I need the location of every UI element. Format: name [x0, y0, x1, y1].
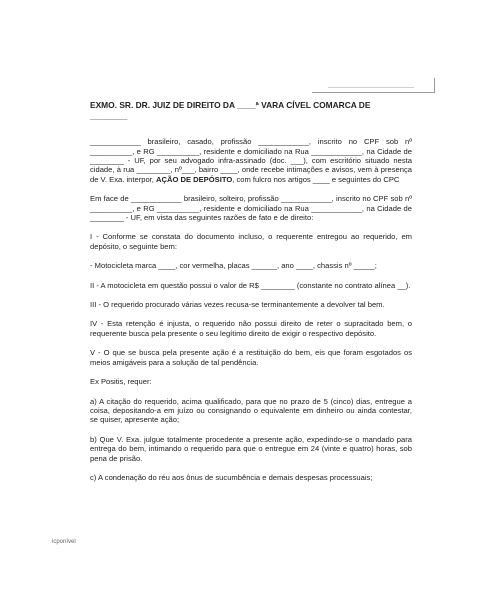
qualification-text: ____________ brasileiro, casado, profissão ____________, inscrito no CPF sob nº __________, e RG __________, residente e domiciliado na Rua ____________, na Cidade de ________ - UF, por seu advogado infra-assinado (doc. ___), com escritório situado nesta cidade, à rua ________, nº___, bairro ____, onde recebe intimações e avisos, vem à presença de V. Exa. interpor,	[90, 137, 412, 184]
paragraph-request-c: c) A condenação do réu aos ônus de sucumbência e demais despesas processuais;	[90, 472, 373, 482]
heading-line-1: EXMO. SR. DR. JUIZ DE DIREITO DA ____ª VARA CÍVEL COMARCA DE	[90, 100, 371, 110]
petition-document	[90, 100, 412, 492]
paragraph-item-i: I - Conforme se constata do documento incluso, o requerente entregou ao requerido, em depósito, o seguinte bem:	[90, 232, 412, 251]
paragraph-defendant: Em face de ____________ brasileiro, solteiro, profissão ____________, inscrito no CPF sob nº __________, e RG __________, residente e domiciliado na Rua ____________, na Cidade de ________ - UF, em vista das seguintes razões de fato e de direito:	[90, 194, 412, 223]
petition-heading	[90, 100, 412, 121]
paragraph-item-v: V - O que se busca pela presente ação é a restituição do bem, eis que foram esgotados os meios amigáveis para a solução de tal pendência.	[90, 348, 412, 367]
paragraph-item-iv: IV - Esta retenção é injusta, o requerido não possui direito de reter o supracitado bem, o requerente busca pela presente o seu legítimo direito de exigir o respectivo depósito.	[90, 319, 412, 338]
paragraph-item-ii: II - A motocicleta em questão possui o valor de R$ ________ (constante no contrato alínea __).	[90, 280, 411, 290]
paragraph-request-b: b) Que V. Exa. julgue totalmente procedente a presente ação, expedindo-se o mandado para entrega do bem, intimando o requerido para que o entregue em 24 (vinte e quatro) horas, sob pena de prisão.	[90, 434, 412, 463]
footer-text: icponível	[52, 539, 76, 545]
action-title: AÇÃO DE DEPÓSITO	[156, 174, 233, 184]
paragraph-qualification	[90, 137, 412, 184]
heading-line-2: ________	[90, 110, 128, 121]
paragraph-requests-intro: Ex Positis, requer:	[90, 377, 152, 387]
qualification-tail: , com fulcro nos artigos ____ e seguintes do CPC	[232, 174, 400, 184]
stamp-box	[312, 78, 435, 93]
stamp-line	[328, 87, 414, 88]
paragraph-request-a: a) A citação do requerido, acima qualificado, para que no prazo de 5 (cinco) dias, entregue a coisa, depositando-a em juízo ou consignando o equivalente em dinheiro ou ainda contestar, se quiser, apresente ação;	[90, 396, 412, 425]
paragraph-motorcycle: - Motocicleta marca ____, cor vermelha, placas ______, ano ____, chassis nº _____;	[90, 261, 377, 271]
paragraph-item-iii: III - O requerido procurado várias vezes recusa-se terminantemente a devolver tal bem.	[90, 300, 385, 310]
